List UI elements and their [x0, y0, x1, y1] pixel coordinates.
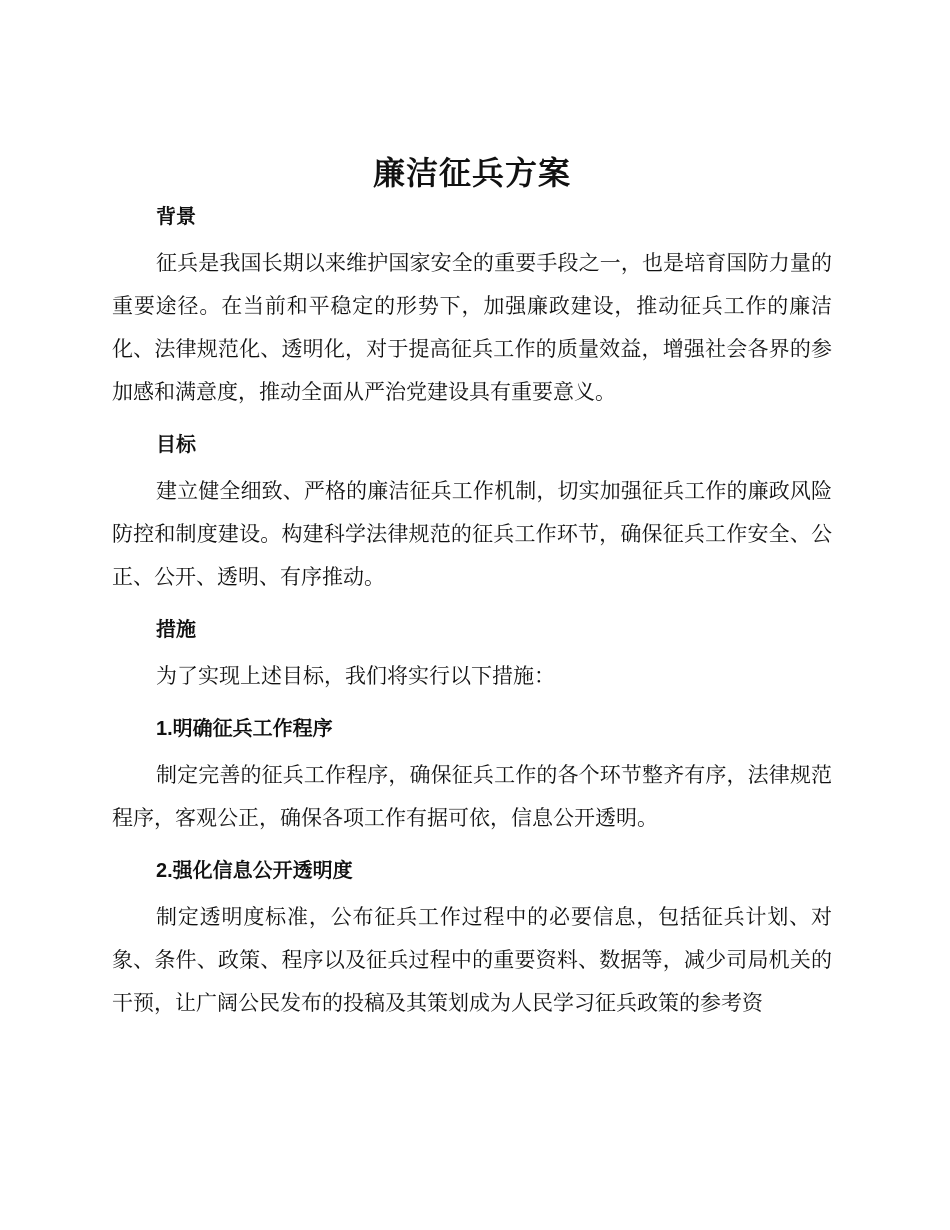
- section-heading-measures: 措施: [156, 619, 196, 641]
- spacer: [112, 460, 832, 470]
- spacer: [112, 599, 832, 615]
- paragraph-background: 征兵是我国长期以来维护国家安全的重要手段之一，也是培育国防力量的重要途径。在当前和平稳定的形势下，加强廉政建设，推动征兵工作的廉洁化、法律规范化、透明化，对于提高征兵工作的质量效益，增强社会各界的参加感和满意度，推动全面从严治党建设具有重要意义。: [112, 251, 832, 404]
- spacer: [112, 840, 832, 856]
- paragraph-goal: 建立健全细致、严格的廉洁征兵工作机制，切实加强征兵工作的廉政风险防控和制度建设。构建科学法律规范的征兵工作环节，确保征兵工作安全、公正、公开、透明、有序推动。: [112, 479, 832, 589]
- subheading-measure-2: 2.强化信息公开透明度: [156, 860, 353, 882]
- paragraph-measure-2: 制定透明度标准，公布征兵工作过程中的必要信息，包括征兵计划、对象、条件、政策、程序以及征兵过程中的重要资料、数据等，减少司局机关的干预，让广阔公民发布的投稿及其策划成为人民学习征兵政策的参考资: [112, 905, 832, 1015]
- spacer: [112, 886, 832, 896]
- subheading-measure-1: 1.明确征兵工作程序: [156, 718, 333, 740]
- section-heading-background: 背景: [156, 206, 196, 228]
- spacer: [112, 744, 832, 754]
- document-title: 廉洁征兵方案: [372, 155, 571, 191]
- spacer: [112, 645, 832, 655]
- spacer: [112, 414, 832, 430]
- document-body: [112, 150, 832, 1025]
- paragraph-measure-1: 制定完善的征兵工作程序，确保征兵工作的各个环节整齐有序，法律规范程序，客观公正，确保各项工作有据可依，信息公开透明。: [112, 763, 832, 830]
- paragraph-measures-intro: 为了实现上述目标，我们将实行以下措施：: [156, 664, 555, 688]
- spacer: [112, 698, 832, 714]
- section-heading-goal: 目标: [156, 434, 196, 456]
- spacer: [112, 232, 832, 242]
